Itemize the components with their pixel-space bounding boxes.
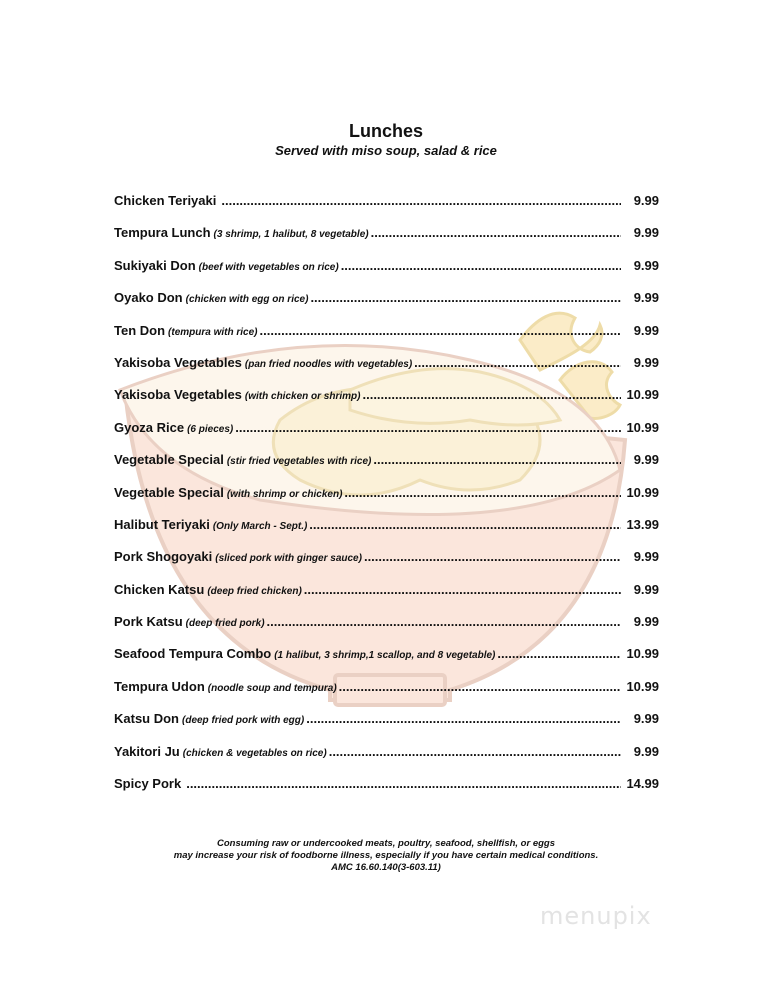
menu-item-row [114, 612, 659, 644]
item-price: 9.99 [633, 743, 659, 759]
menu-item-row [114, 515, 659, 547]
item-price: 14.99 [626, 776, 659, 792]
item-description: (1 halibut, 3 shrimp,1 scallop, and 8 vegetable) [274, 650, 496, 662]
dot-leader [186, 774, 621, 794]
dot-leader [364, 547, 621, 567]
menupix-watermark: menupix [540, 902, 652, 930]
item-description: (stir fried vegetables with rice) [226, 456, 372, 468]
dot-leader [306, 709, 621, 729]
dot-leader [267, 612, 621, 632]
dot-leader [371, 223, 621, 243]
menu-item-row [114, 321, 659, 353]
item-price: 9.99 [633, 290, 659, 306]
item-price: 9.99 [633, 354, 659, 370]
item-name: Oyako Don [114, 290, 183, 306]
item-description: (6 pieces) [187, 423, 234, 435]
item-description: (with shrimp or chicken) [226, 488, 343, 500]
item-name: Ten Don [114, 322, 166, 338]
dot-leader [260, 321, 622, 341]
item-name: Yakitori Ju [114, 743, 180, 759]
item-price: 10.99 [626, 484, 659, 500]
item-price: 10.99 [626, 678, 659, 694]
disclaimer-code: AMC 16.60.140(3-603.11) [331, 862, 441, 873]
menu-item-row [114, 385, 659, 417]
item-name: Pork Katsu [114, 614, 183, 630]
item-price: 9.99 [633, 581, 659, 597]
dot-leader [497, 644, 621, 664]
item-price: 10.99 [626, 387, 659, 403]
menu-item-row [114, 191, 659, 223]
dot-leader [414, 353, 621, 373]
dot-leader [235, 418, 621, 438]
dot-leader [221, 191, 621, 211]
item-price: 13.99 [626, 516, 659, 532]
dot-leader [304, 580, 621, 600]
menu-item-row [114, 223, 659, 255]
menu-section-subtitle: Served with miso soup, salad & rice [275, 143, 497, 158]
item-name: Halibut Teriyaki [114, 516, 210, 532]
item-description: (tempura with rice) [168, 326, 258, 338]
menu-item-row [114, 288, 659, 320]
menu-item-row [114, 547, 659, 579]
item-name: Chicken Katsu [114, 581, 205, 597]
item-price: 9.99 [633, 257, 659, 273]
dot-leader [362, 385, 621, 405]
item-name: Katsu Don [114, 711, 179, 727]
item-description: (Only March - Sept.) [212, 520, 308, 532]
item-description: (deep fried pork) [185, 618, 265, 630]
item-description: (deep fried chicken) [207, 585, 302, 597]
disclaimer-line: may increase your risk of foodborne illness, especially if you have certain medical conditions. [173, 850, 599, 861]
item-name: Yakisoba Vegetables [114, 387, 242, 403]
menu-item-row [114, 742, 659, 774]
item-name: Spicy Pork [114, 776, 182, 792]
dot-leader [329, 742, 621, 762]
item-name: Vegetable Special [114, 484, 224, 500]
dot-leader [373, 450, 621, 470]
item-description: (beef with vegetables on rice) [198, 261, 339, 273]
item-price: 9.99 [633, 193, 659, 208]
menu-section-title: Lunches [348, 121, 423, 141]
dot-leader [309, 515, 621, 535]
dot-leader [344, 483, 621, 503]
item-price: 10.99 [626, 646, 659, 662]
item-description: (chicken with egg on rice) [185, 294, 309, 306]
menu-item-row [114, 353, 659, 385]
menu-item-row [114, 774, 659, 806]
item-price: 9.99 [633, 322, 659, 338]
item-name: Tempura Lunch [114, 225, 211, 241]
item-description: (with chicken or shrimp) [244, 391, 361, 403]
dot-leader [310, 288, 621, 308]
item-name: Yakisoba Vegetables [114, 354, 242, 370]
menu-item-row [114, 644, 659, 676]
item-description: (noodle soup and tempura) [207, 682, 337, 694]
item-name: Tempura Udon [114, 678, 205, 694]
item-price: 9.99 [633, 452, 659, 468]
menu-item-row [114, 418, 659, 450]
dot-leader [339, 677, 621, 697]
menu-item-row [114, 580, 659, 612]
item-name: Seafood Tempura Combo [114, 646, 272, 662]
disclaimer-line: Consuming raw or undercooked meats, poultry, seafood, shellfish, or eggs [216, 838, 555, 849]
item-description: (sliced pork with ginger sauce) [215, 553, 362, 565]
menu-item-row [114, 677, 659, 709]
menu-item-row [114, 709, 659, 741]
item-description: (chicken & vegetables on rice) [182, 747, 327, 759]
item-description: (pan fried noodles with vegetables) [244, 358, 413, 370]
item-name: Gyoza Rice [114, 419, 185, 435]
item-price: 9.99 [633, 711, 659, 727]
item-name: Pork Shogoyaki [114, 549, 213, 565]
menu-header [0, 120, 772, 159]
item-price: 9.99 [633, 549, 659, 565]
menu-item-row [114, 256, 659, 288]
item-price: 9.99 [633, 614, 659, 630]
item-price: 9.99 [633, 225, 659, 241]
health-disclaimer [0, 838, 772, 874]
item-name: Sukiyaki Don [114, 257, 196, 273]
dot-leader [341, 256, 621, 276]
lunch-menu-list [114, 191, 659, 806]
menu-item-row [114, 450, 659, 482]
item-name: Vegetable Special [114, 452, 224, 468]
item-name: Chicken Teriyaki [114, 193, 217, 208]
menu-item-row [114, 483, 659, 515]
item-description: (deep fried pork with egg) [182, 715, 305, 727]
item-price: 10.99 [626, 419, 659, 435]
item-description: (3 shrimp, 1 halibut, 8 vegetable) [213, 229, 369, 241]
